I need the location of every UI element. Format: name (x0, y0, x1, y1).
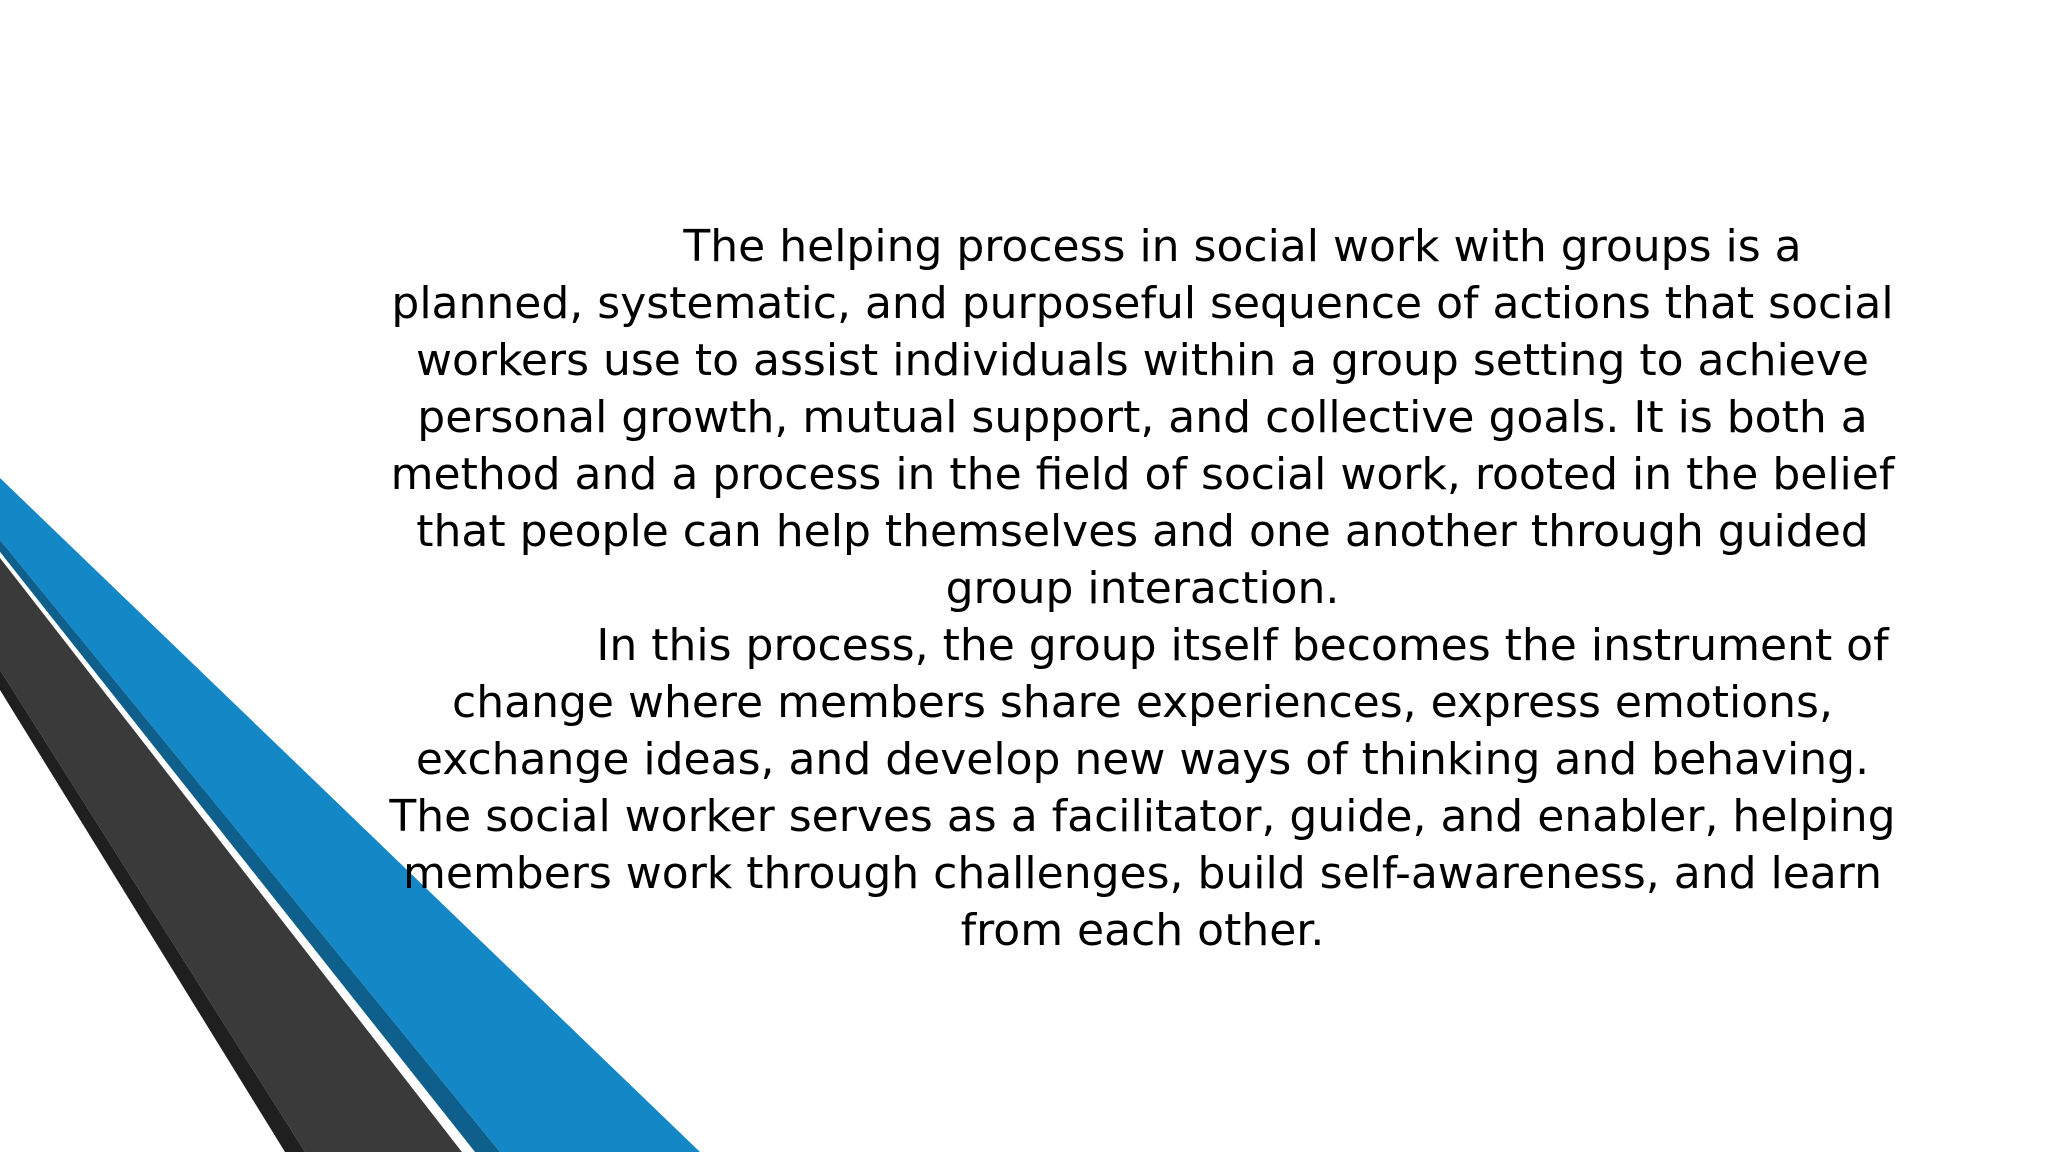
paragraph-2: In this process, the group itself becomes the instrument of change where members share experiences, express emotions, exchange ideas, and develop new ways of thinking and behaving. The social worker serves as a facilitator, guide, and enabler, helping members work through challenges, build self-awareness, and learn from each other. (389, 620, 1896, 956)
body-text (385, 218, 1900, 959)
paragraph-1: The helping process in social work with groups is a planned, systematic, and purposeful sequence of actions that social workers use to assist individuals within a group setting to achieve personal growth, mutual support, and collective goals. It is both a method and a process in the field of social work, rooted in the belief that people can help themselves and one another through guided group interaction. (390, 221, 1895, 614)
